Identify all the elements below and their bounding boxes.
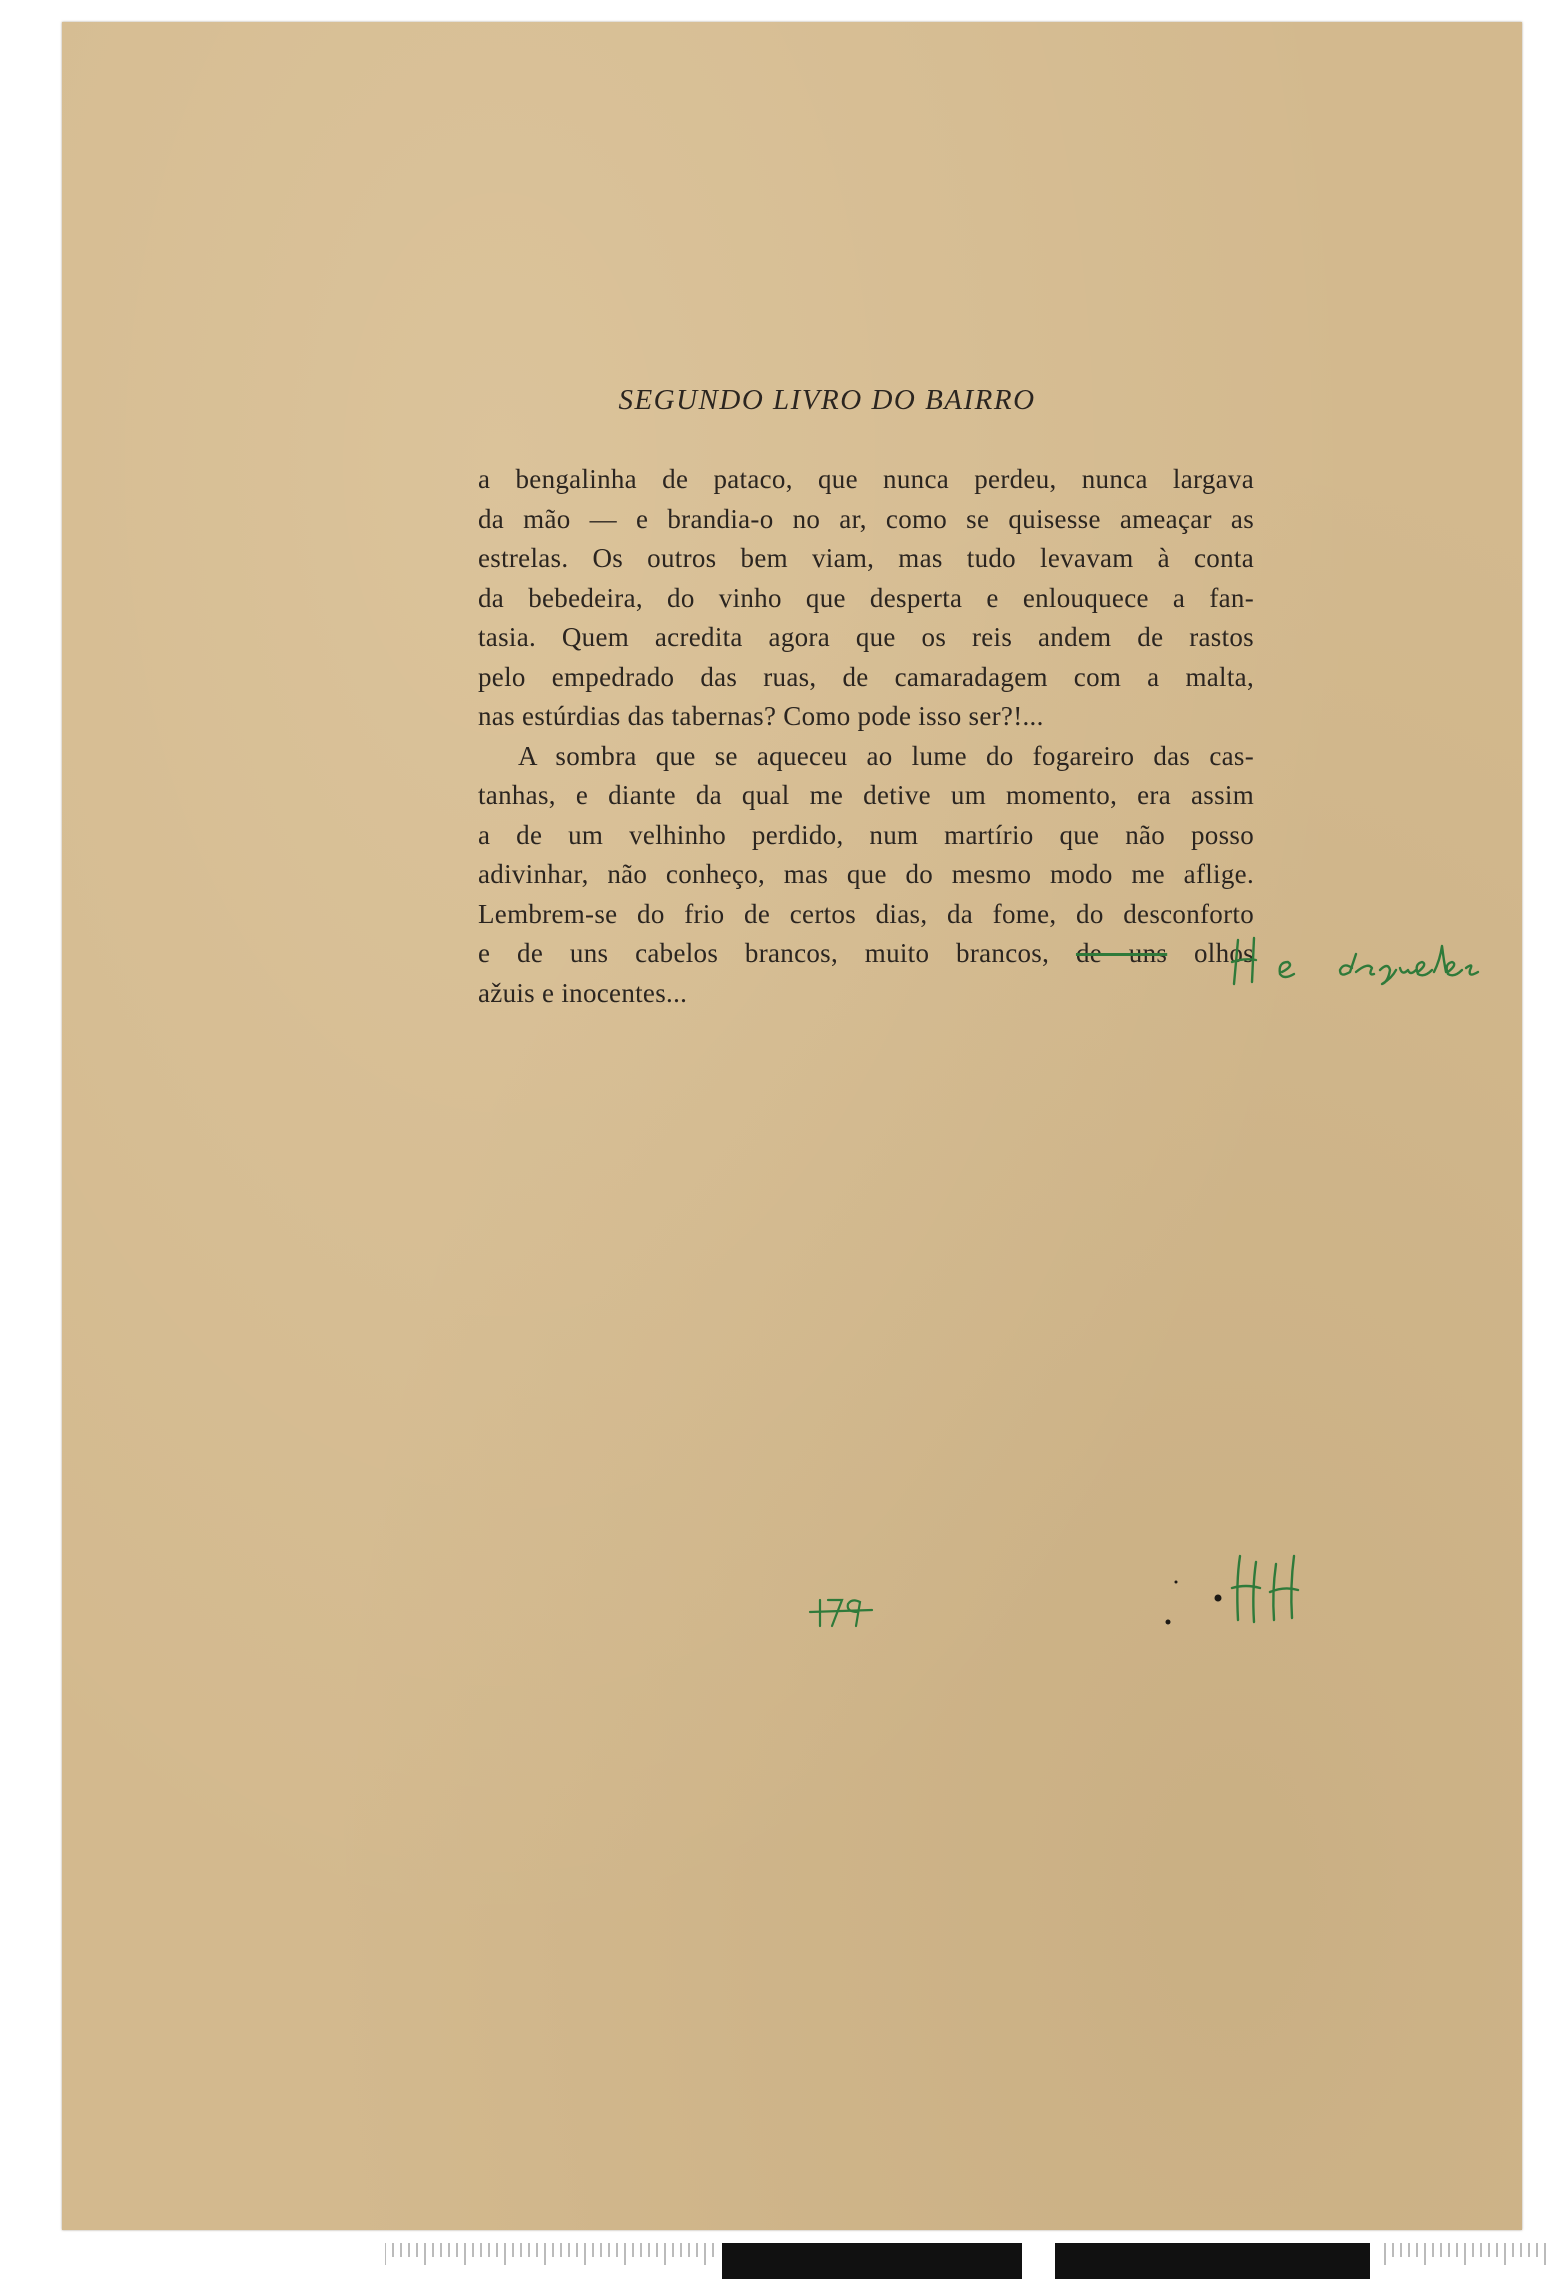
text-line-12: Lembrem-se do frio de certos dias, da fome, do desconforto <box>478 898 1254 929</box>
running-title: SEGUNDO LIVRO DO BAIRRO <box>618 384 1036 416</box>
text-line-5: tasia. Quem acredita agora que os reis andem de rastos <box>478 622 1254 652</box>
text-line-4: da bebedeira, do vinho que desperta e enlouquece a fan- <box>478 582 1254 613</box>
text-line-14: ažuis e inocentes... <box>478 977 688 1008</box>
body-text <box>478 460 1254 1013</box>
text-line-6: pelo empedrado das ruas, de camaradagem com a malta, <box>478 661 1254 692</box>
handwritten-margin-note <box>1222 932 1559 992</box>
text-line-7: nas estúrdias das tabernas? Como pode isso ser?!... <box>478 701 1044 731</box>
text-line-8: A sombra que se aqueceu ao lume do fogareiro das cas- <box>518 740 1254 771</box>
ruler-black-block <box>722 2243 1022 2279</box>
line13-start: e de uns cabelos brancos, muito brancos, <box>478 938 1050 968</box>
text-line-13 <box>478 934 1254 974</box>
page-number-mark <box>802 1582 882 1642</box>
line13-end: olhos <box>1193 938 1254 968</box>
ruler-black-block <box>1055 2243 1370 2279</box>
document-page <box>62 22 1522 2230</box>
text-line-1: a bengalinha de pataco, que nunca perdeu, nunca largava <box>478 464 1254 494</box>
struck-words: de uns <box>1075 938 1168 968</box>
text-line-9: tanhas, e diante da qual me detive um momento, era assim <box>478 780 1254 810</box>
text-line-3: estrelas. Os outros bem viam, mas tudo levavam à conta <box>478 543 1254 573</box>
handwritten-initials <box>1142 1542 1342 1642</box>
text-line-11: adivinhar, não conheço, mas que do mesmo modo me aflige. <box>478 859 1254 889</box>
text-line-10: a de um velhinho perdido, num martírio que não posso <box>478 819 1254 850</box>
scale-ruler <box>385 2243 1559 2279</box>
text-line-2: da mão — e brandia-o no ar, como se quisesse ameaçar as <box>478 503 1254 534</box>
